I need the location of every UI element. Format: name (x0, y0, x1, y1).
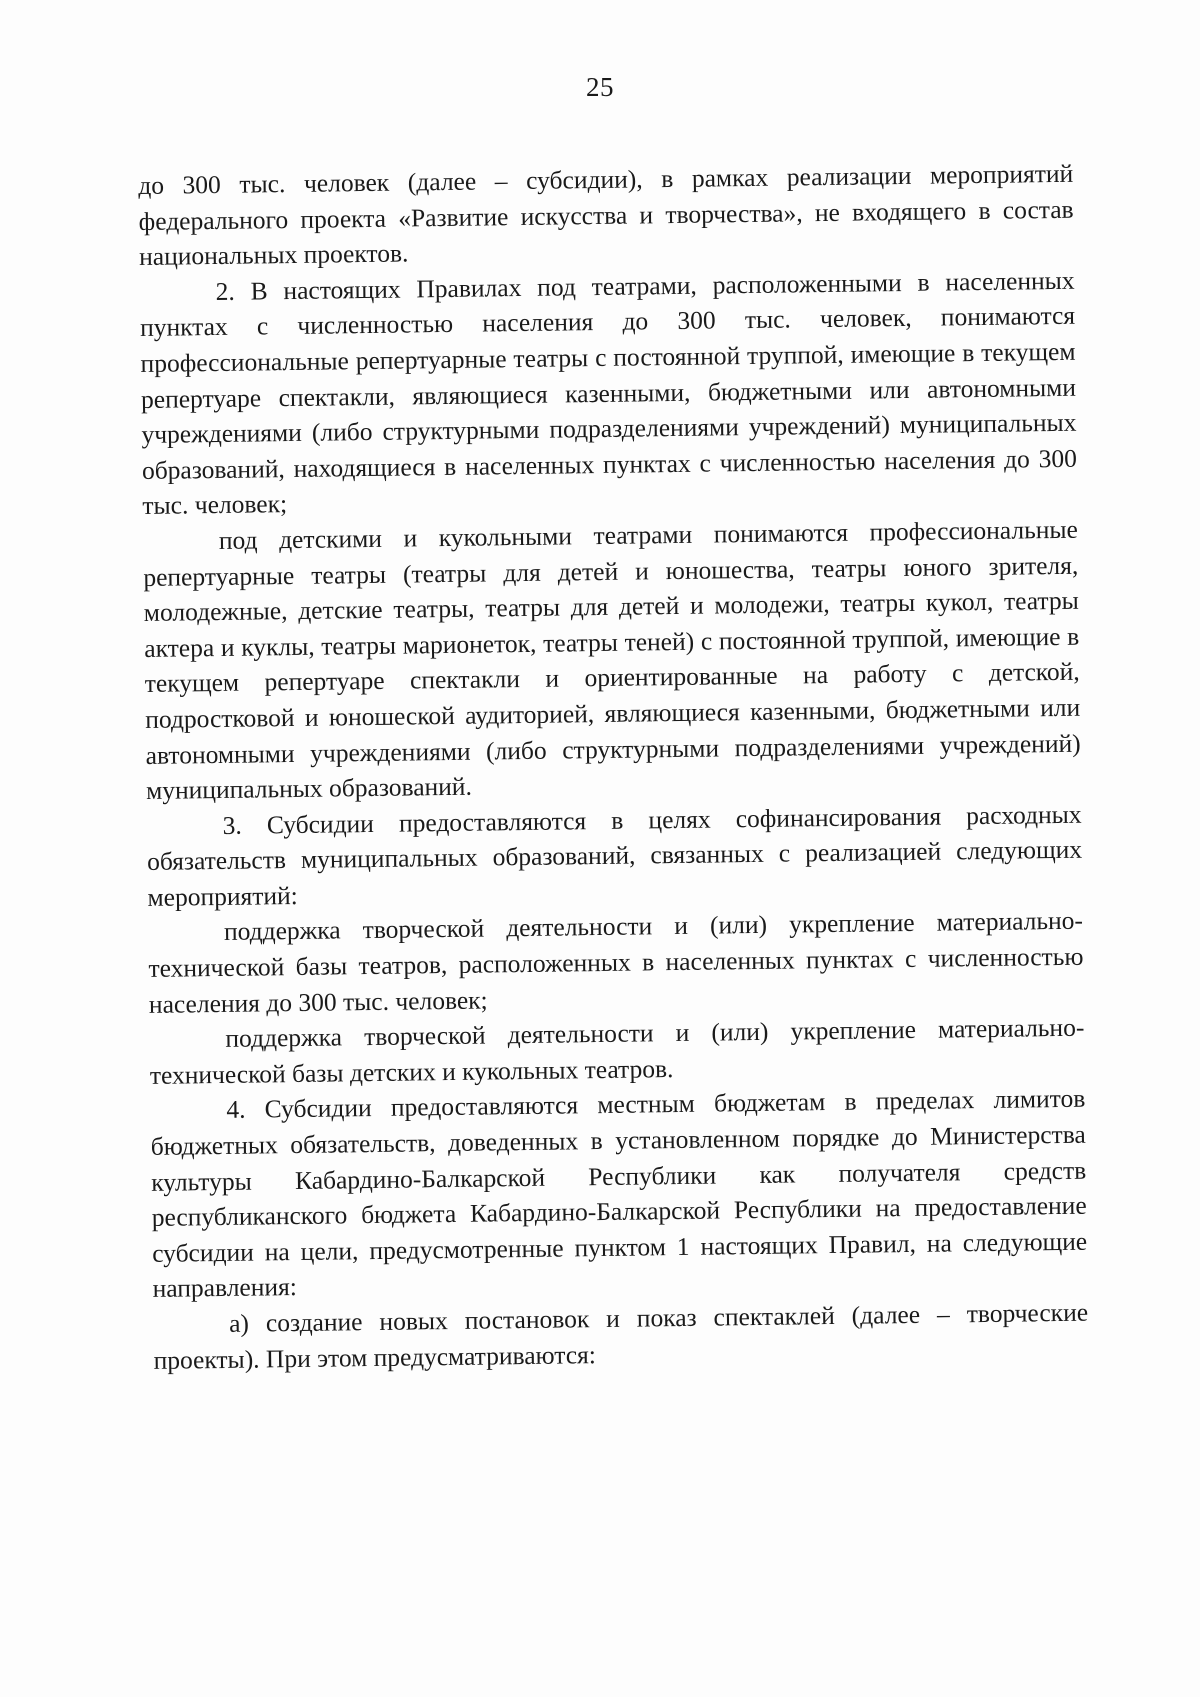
paragraph-continuation: до 300 тыс. человек (далее – субсидии), в рамках реализации мероприятий федерального проекта «Развитие искусства и творчества», не входящего в состав национальных проектов. (138, 158, 1074, 272)
paragraph-item-2: 2. В настоящих Правилах под театрами, расположенными в населенных пунктах с численностью населения до 300 тыс. человек, понимаются профессиональные репертуарные театры с постоянной труппой, имеющие в текущем репертуаре спектакли, являющиеся казенными, бюджетными или автономными учреждениями (либо структурными подразделениями учреждений) муниципальных образований, находящиеся в населенных пунктах с численностью населения до 300 тыс. человек; (139, 265, 1078, 521)
paragraph-item-4a: а) создание новых постановок и показ спектаклей (далее – творческие проекты). При этом предусматриваются: (153, 1297, 1089, 1375)
paragraph-item-4: 4. Субсидии предоставляются местным бюджетам в пределах лимитов бюджетных обязательств, доведенных в установленном порядке до Министерства культуры Кабардино-Балкарской Республики как получателя средств республиканского бюджета Кабардино-Балкарской Республики на предоставление субсидии на цели, предусмотренные пунктом 1 настоящих Правил, на следующие направления: (150, 1084, 1088, 1304)
page-number: 25 (586, 72, 614, 102)
paragraph-item-3: 3. Субсидии предоставляются в целях софинансирования расходных обязательств муниципальных образований, связанных с реализацией следующих мероприятий: (146, 799, 1083, 912)
document-body (138, 156, 1089, 1378)
paragraph-support-theatres: поддержка творческой деятельности и (или) укрепление материально-технической базы театров, расположенных в населенных пунктах с численностью населения до 300 тыс. человек; (148, 906, 1084, 1019)
paragraph-children-theatres: под детскими и кукольными театрами понимаются профессиональные репертуарные театры (театры для детей и юношества, театры юного зрителя, молодежные, детские театры, театры для детей и молодежи, театры кукол, театры актера и куклы, театры марионеток, театры теней) с постоянной труппой, имеющие в текущем репертуаре спектакли и ориентированные на работу с детской, подростковой и юношеской аудиторией, являющиеся казенными, бюджетными или автономными учреждениями (либо структурными подразделениями учреждений) муниципальных образований. (143, 514, 1081, 806)
paragraph-support-children-theatres: поддержка творческой деятельности и (или) укрепление материально-технической базы детских и кукольных театров. (149, 1012, 1085, 1090)
